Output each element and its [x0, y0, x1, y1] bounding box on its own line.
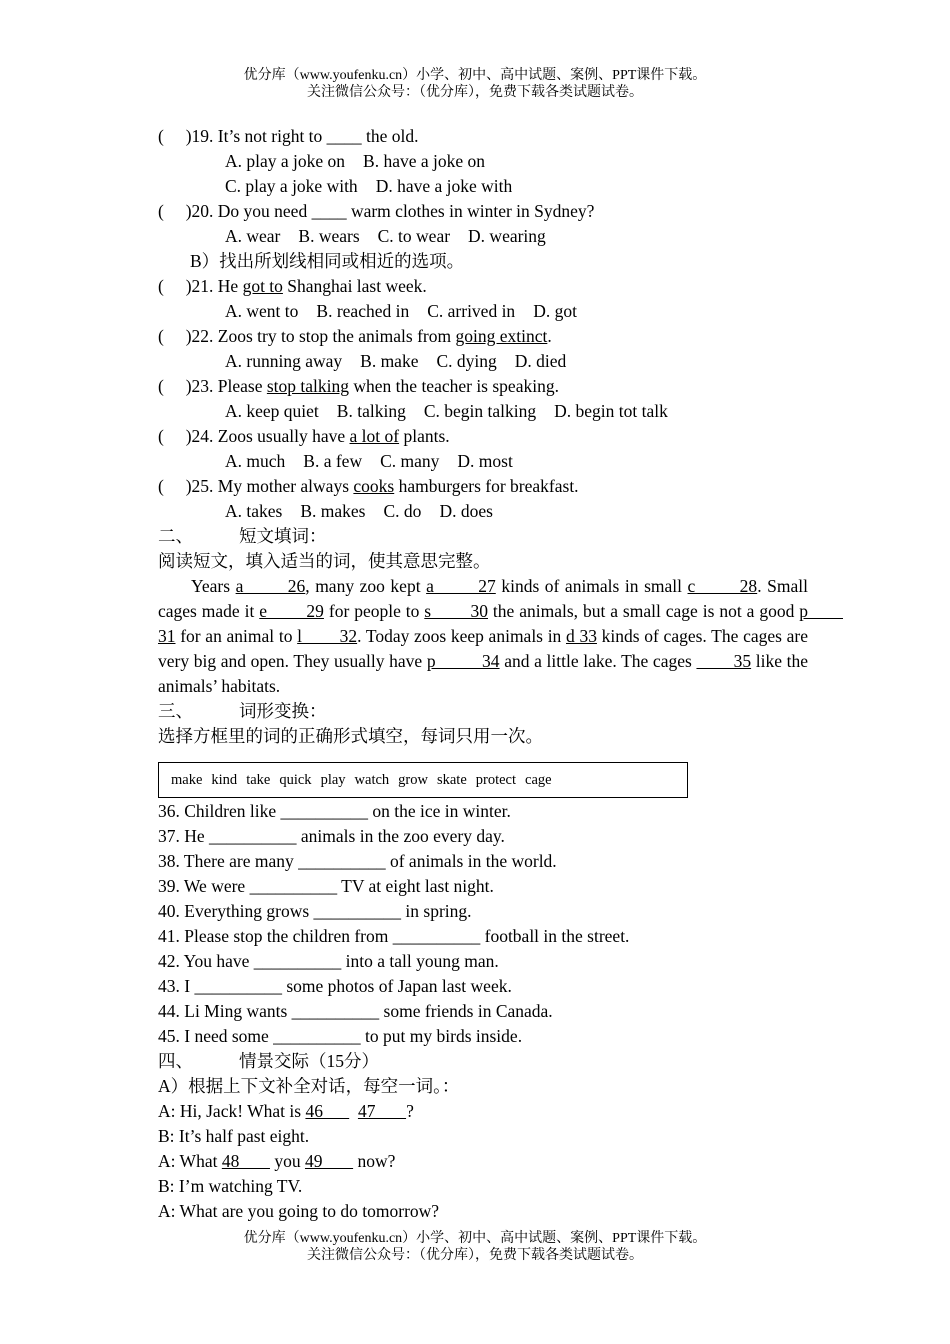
option-b: B. make [360, 351, 419, 371]
word: skate [436, 772, 467, 788]
fill-question-42: 42. You have __________ into a tall young man. [158, 951, 499, 971]
section-4-heading: 四、 情景交际（15分） [158, 1051, 379, 1071]
blank-47: 47 [357, 1101, 407, 1121]
cloze-passage: Years a 26, many zoo kept a 27 kinds of animals in small c 28. Small cages made it e 29 for people to s 30 the animals, but a small cage is not a good p 31 for an animal to l 32. Today zoos keep animals in d 33 kinds of cages. The cages are very big and open. They usually have p 34 and a little lake. The cages 35 like the animals’ habitats. [158, 576, 843, 696]
page-header [0, 67, 950, 101]
option-a: A. takes [225, 501, 283, 521]
dialog-line-5: A: What are you going to do tomorrow? [158, 1201, 440, 1221]
page-footer [0, 1230, 950, 1264]
footer-line-1: 优分库（www.youfenku.cn）小学、初中、高中试题、案例、PPT课件下载。 [243, 1231, 707, 1246]
option-b: B. wears [298, 226, 360, 246]
word: protect [475, 772, 517, 788]
option-c: C. do [383, 501, 422, 521]
blank-35: 35 [696, 651, 752, 671]
header-line-1: 优分库（www.youfenku.cn）小学、初中、高中试题、案例、PPT课件下载。 [243, 68, 707, 83]
option-a: A. much [225, 451, 286, 471]
section-2-heading: 二、 短文填词： [158, 526, 327, 546]
word: cage [525, 772, 552, 788]
fill-question-38: 38. There are many __________ of animals in the world. [158, 851, 557, 871]
underlined-phrase: stop talking [266, 376, 350, 396]
blank-28: c 28 [687, 576, 758, 596]
dialog-line-2: B: It’s half past eight. [158, 1126, 310, 1146]
fill-question-39: 39. We were __________ TV at eight last night. [158, 876, 494, 896]
dialog-line-3: A: What 48 you 49 now? [158, 1151, 396, 1171]
option-b: B. have a joke on [363, 151, 486, 171]
word: watch [354, 772, 390, 788]
blank-46: 46 [305, 1101, 350, 1121]
option-b: B. a few [303, 451, 363, 471]
option-a: A. keep quiet [225, 401, 319, 421]
question-22-options [158, 349, 808, 374]
word: take [246, 772, 271, 788]
word: quick [279, 772, 312, 788]
option-b: B. talking [336, 401, 406, 421]
underlined-phrase: going extinct [455, 326, 548, 346]
word-box [158, 762, 688, 798]
footer-line-2: 关注微信公众号：（优分库），免费下载各类试题试卷。 [307, 1248, 643, 1263]
option-c: C. many [380, 451, 440, 471]
fill-question-40: 40. Everything grows __________ in spring. [158, 901, 472, 921]
option-a: A. play a joke on [225, 151, 346, 171]
word: kind [211, 772, 238, 788]
blank-48: 48 [221, 1151, 270, 1171]
question-23-options [158, 399, 808, 424]
option-c: C. play a joke with [225, 176, 358, 196]
blank-27: a 27 [426, 576, 496, 596]
blank-49: 49 [304, 1151, 354, 1171]
question-20-options [158, 224, 808, 249]
option-c: C. to wear [377, 226, 451, 246]
fill-question-44: 44. Li Ming wants __________ some friends in Canada. [158, 1001, 553, 1021]
question-24: ( )24. Zoos usually have a lot of plants. [158, 426, 450, 446]
question-25: ( )25. My mother always cooks hamburgers for breakfast. [158, 476, 579, 496]
question-23: ( )23. Please stop talking when the teacher is speaking. [158, 376, 559, 396]
option-d: D. wearing [468, 226, 546, 246]
question-21: ( )21. He got to Shanghai last week. [158, 276, 427, 296]
option-b: B. makes [300, 501, 366, 521]
blank-33: d 33 [566, 626, 597, 646]
question-24-options [158, 449, 808, 474]
header-line-2: 关注微信公众号：（优分库），免费下载各类试题试卷。 [307, 85, 643, 100]
question-22: ( )22. Zoos try to stop the animals from going extinct. [158, 326, 552, 346]
option-c: C. arrived in [427, 301, 516, 321]
section-3-instruction: 选择方框里的词的正确形式填空，每词只用一次。 [158, 726, 543, 746]
question-19: ( )19. It’s not right to ____ the old. [158, 126, 419, 146]
word: make [171, 772, 203, 788]
fill-question-41: 41. Please stop the children from __________ football in the street. [158, 926, 630, 946]
option-b: B. reached in [316, 301, 410, 321]
question-19-options-ab [158, 149, 808, 174]
question-25-options [158, 499, 808, 524]
option-a: A. running away [225, 351, 343, 371]
blank-26: a 26 [235, 576, 306, 596]
option-a: A. wear [225, 226, 281, 246]
section-2-instruction: 阅读短文，填入适当的词，使其意思完整。 [158, 551, 491, 571]
blank-29: e 29 [259, 601, 324, 621]
blank-30: s 30 [424, 601, 488, 621]
option-d: D. died [514, 351, 567, 371]
option-c: C. dying [436, 351, 497, 371]
option-d: D. begin tot talk [554, 401, 668, 421]
dialog-line-1: A: Hi, Jack! What is 46 47 ? [158, 1101, 414, 1121]
option-d: D. have a joke with [375, 176, 513, 196]
blank-34: p 34 [426, 651, 500, 671]
underlined-phrase: cooks [353, 476, 395, 496]
fill-question-37: 37. He __________ animals in the zoo every day. [158, 826, 505, 846]
question-19-options-cd [158, 174, 808, 199]
section-3-heading: 三、 词形变换： [158, 701, 327, 721]
underlined-phrase: a lot of [349, 426, 400, 446]
blank-31: p 31 [158, 601, 843, 646]
section-4-instruction: A）根据上下文补全对话，每空一词。： [158, 1076, 460, 1096]
word: play [320, 772, 346, 788]
option-a: A. went to [225, 301, 299, 321]
worksheet-content [158, 124, 843, 1224]
blank-32: l 32 [297, 626, 358, 646]
question-20: ( )20. Do you need ____ warm clothes in winter in Sydney? [158, 201, 595, 221]
option-d: D. got [533, 301, 577, 321]
fill-question-36: 36. Children like __________ on the ice in winter. [158, 801, 511, 821]
option-d: D. does [439, 501, 493, 521]
question-21-options [158, 299, 808, 324]
option-c: C. begin talking [423, 401, 537, 421]
section-b-instruction: B）找出所划线相同或相近的选项。 [190, 251, 465, 271]
dialog-line-4: B: I’m watching TV. [158, 1176, 303, 1196]
fill-question-45: 45. I need some __________ to put my birds inside. [158, 1026, 523, 1046]
word: grow [398, 772, 428, 788]
fill-question-43: 43. I __________ some photos of Japan last week. [158, 976, 512, 996]
underlined-phrase: got to [242, 276, 283, 296]
option-d: D. most [457, 451, 513, 471]
